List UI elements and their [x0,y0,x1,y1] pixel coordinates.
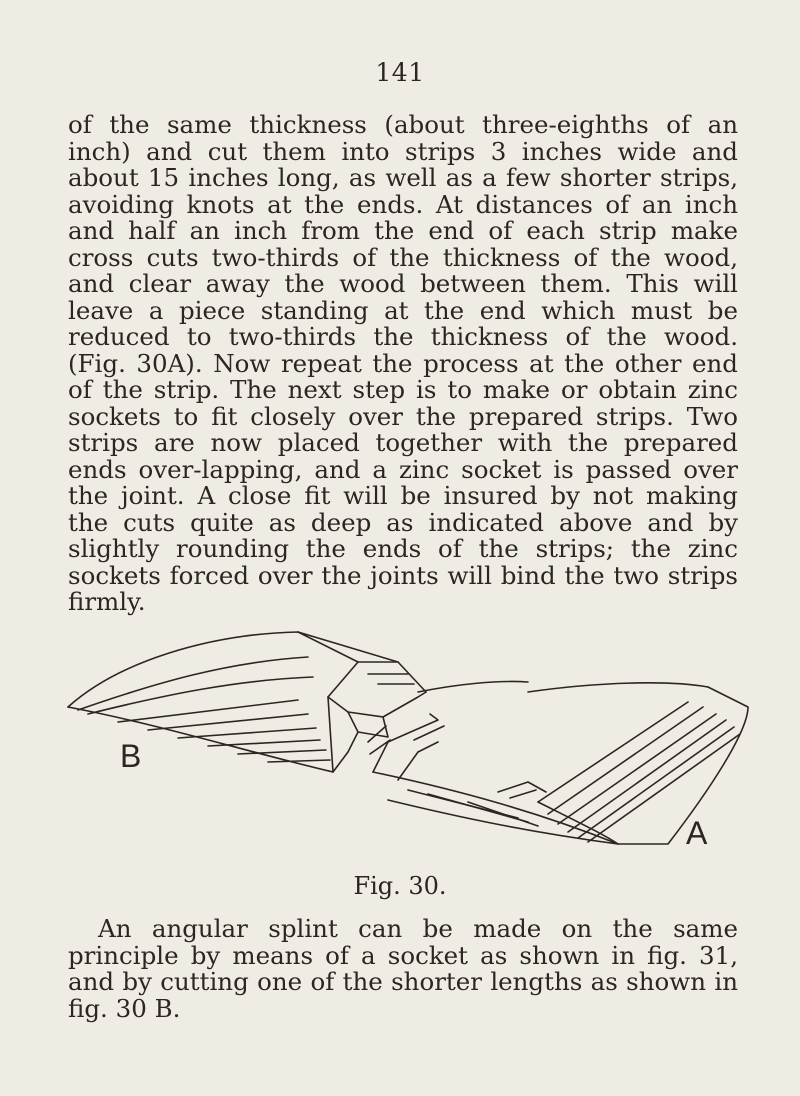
figure-30-illustration [58,622,752,872]
wooden-strips-drawing [58,622,752,872]
closing-paragraph: An angular splint can be made on the same principle by means of a socket as shown in fig. 31, and by cutting one of the shorter lengths as shown in fig. 30 B. [68,914,738,1023]
figure-label-b: B [120,738,142,774]
body-paragraph: of the same thickness (about three-eighths of an inch) and cut them into strips 3 inches wide and about 15 inches long, as well as a few shorter strips, avoiding knots at the ends. At distances of an inch and half an inch from the end of each strip make cross cuts two-thirds of the thickness of the wood, and clear away the wood between them. This will leave a piece standing at the end which must be reduced to two-thirds the thickness of the wood. (Fig. 30A). Now repeat the process at the other end of the strip. The next step is to make or obtain zinc sockets to fit closely over the prepared strips. Two strips are now placed together with the prepared ends over-lapping, and a zinc socket is passed over the joint. A close fit will be insured by not making the cuts quite as deep as indicated above and by slightly rounding the ends of the strips; the zinc sockets forced over the joints will bind the two strips firmly. [68,110,738,616]
figure-caption: Fig. 30. [353,872,447,900]
page-number: 141 [375,58,425,87]
joint-detail [368,714,444,754]
figure-label-a: A [686,815,708,851]
